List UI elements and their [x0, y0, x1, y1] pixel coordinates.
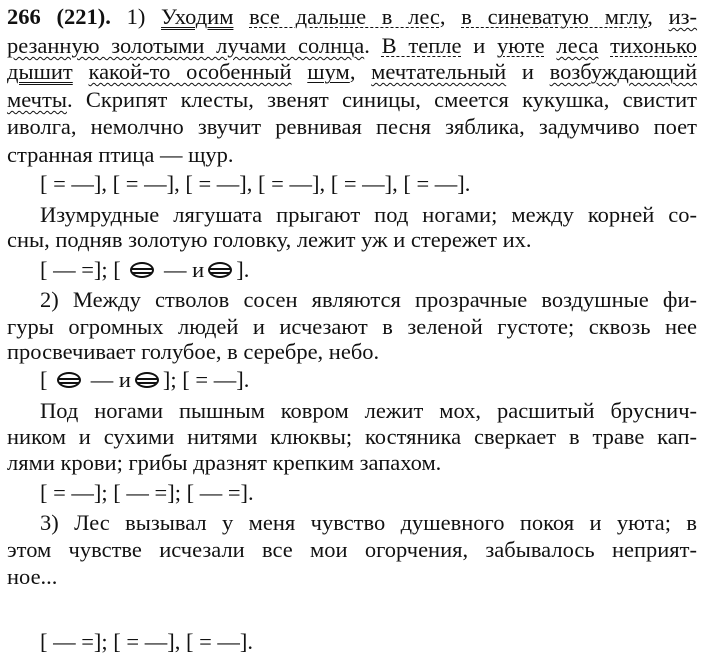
text-segment: Изумрудные лягушата прыгают под ногами; между корней со- — [40, 202, 697, 227]
underlined-wavy: резанную золотыми лучами солнца — [7, 33, 365, 58]
underlined-dashed: уюте — [497, 33, 545, 58]
text-line — [7, 339, 697, 365]
underlined-double: Уходим — [161, 4, 234, 29]
underlined-solid: шум — [307, 59, 350, 84]
underlined-dashed: тихонько — [610, 33, 698, 58]
text-line — [7, 537, 697, 563]
text-segment: , — [439, 4, 462, 29]
text-segment: лями крови; грибы дразнят крепким запахом. — [7, 450, 442, 475]
underlined-double: дышит — [7, 59, 73, 84]
text-segment: иволга, немолчно звучит ревнивая песня зяблика, задумчиво поет — [7, 114, 697, 139]
text-line — [7, 564, 697, 590]
text-line — [7, 59, 697, 85]
text-segment: сны, подняв золотую головку, лежит уж и стережет их. — [7, 227, 532, 252]
text-segment: этом чувстве исчезали все мои огорчения, забывалось неприят- — [7, 537, 697, 562]
text-segment: ]. — [236, 257, 250, 282]
text-segment — [598, 33, 610, 58]
text-line — [7, 450, 697, 476]
text-line — [7, 4, 697, 30]
text-segment: ]; [ = —]. — [162, 367, 250, 392]
text-segment: просвечивает голубое, в серебре, небо. — [7, 339, 380, 364]
text-line — [40, 510, 697, 536]
text-line — [40, 398, 697, 424]
text-segment: [ — [40, 367, 54, 392]
underlined-dashed: в синеватую мглу — [461, 4, 648, 29]
sentence-scheme — [40, 480, 701, 506]
participial-phrase-oval-icon — [130, 262, 154, 278]
text-segment: [ — =]; [ = —], [ = —]. — [40, 629, 254, 654]
text-segment: 2) Между стволов сосен являются прозрачные воздушные фи- — [40, 287, 697, 312]
text-segment — [292, 59, 308, 84]
text-segment: , — [349, 59, 372, 84]
underlined-wavy: леса — [556, 33, 599, 58]
text-segment: — и — [158, 257, 205, 282]
text-line — [7, 424, 697, 450]
participial-phrase-oval-icon — [57, 372, 81, 388]
participial-phrase-oval-icon — [208, 262, 232, 278]
text-segment: [ = —], [ = —], [ = —], [ = —], [ = —], [ = —]. — [40, 171, 471, 196]
underlined-dashed: все дальше в лес — [249, 4, 440, 29]
text-segment — [233, 4, 249, 29]
underlined-wavy: возбуждающий — [549, 59, 697, 84]
text-line — [7, 87, 697, 113]
text-line — [7, 314, 697, 340]
text-segment: — и — [85, 367, 131, 392]
participial-phrase-oval-icon — [135, 372, 159, 388]
sentence-scheme — [40, 257, 701, 283]
text-segment: . — [364, 33, 382, 58]
text-segment: Под ногами пышным ковром лежит мох, расшитый бруснич- — [40, 398, 697, 423]
text-line — [7, 114, 697, 140]
text-segment: и — [506, 59, 550, 84]
text-line — [40, 202, 697, 228]
text-segment: [ = —]; [ — =]; [ — =]. — [40, 480, 254, 505]
sentence-scheme — [40, 367, 701, 393]
underlined-b: 266 (221). — [7, 4, 111, 29]
text-line — [7, 227, 697, 253]
text-segment: [ — =]; [ — [40, 257, 127, 282]
text-segment: гуры огромных людей и исчезают в зеленой густоте; сквозь нее — [7, 314, 697, 339]
text-segment: ником и сухими нитями клюквы; костяника сверкает в траве кап- — [7, 424, 697, 449]
text-segment: 1) — [110, 4, 162, 29]
underlined-wavy: какой-то особенный — [88, 59, 292, 84]
text-segment: и — [461, 33, 498, 58]
text-line — [40, 287, 697, 313]
underlined-wavy: из- — [668, 4, 698, 29]
text-segment: странная птица — щур. — [7, 142, 234, 167]
underlined-dashed: В тепле — [381, 33, 462, 58]
text-segment: . Скрипят клесты, звенят синицы, смеется кукушка, свистит — [66, 87, 697, 112]
underlined-wavy: мечты — [7, 87, 67, 112]
text-segment: , — [647, 4, 669, 29]
text-segment — [545, 33, 557, 58]
text-line — [7, 142, 697, 168]
underlined-wavy: мечтательный — [371, 59, 507, 84]
sentence-scheme — [40, 629, 701, 655]
text-segment — [73, 59, 89, 84]
text-segment: ное... — [7, 564, 58, 589]
text-segment: 3) Лес вызывал у меня чувство душевного покоя и уюта; в — [40, 510, 697, 535]
sentence-scheme — [40, 171, 701, 197]
text-line — [7, 33, 697, 59]
